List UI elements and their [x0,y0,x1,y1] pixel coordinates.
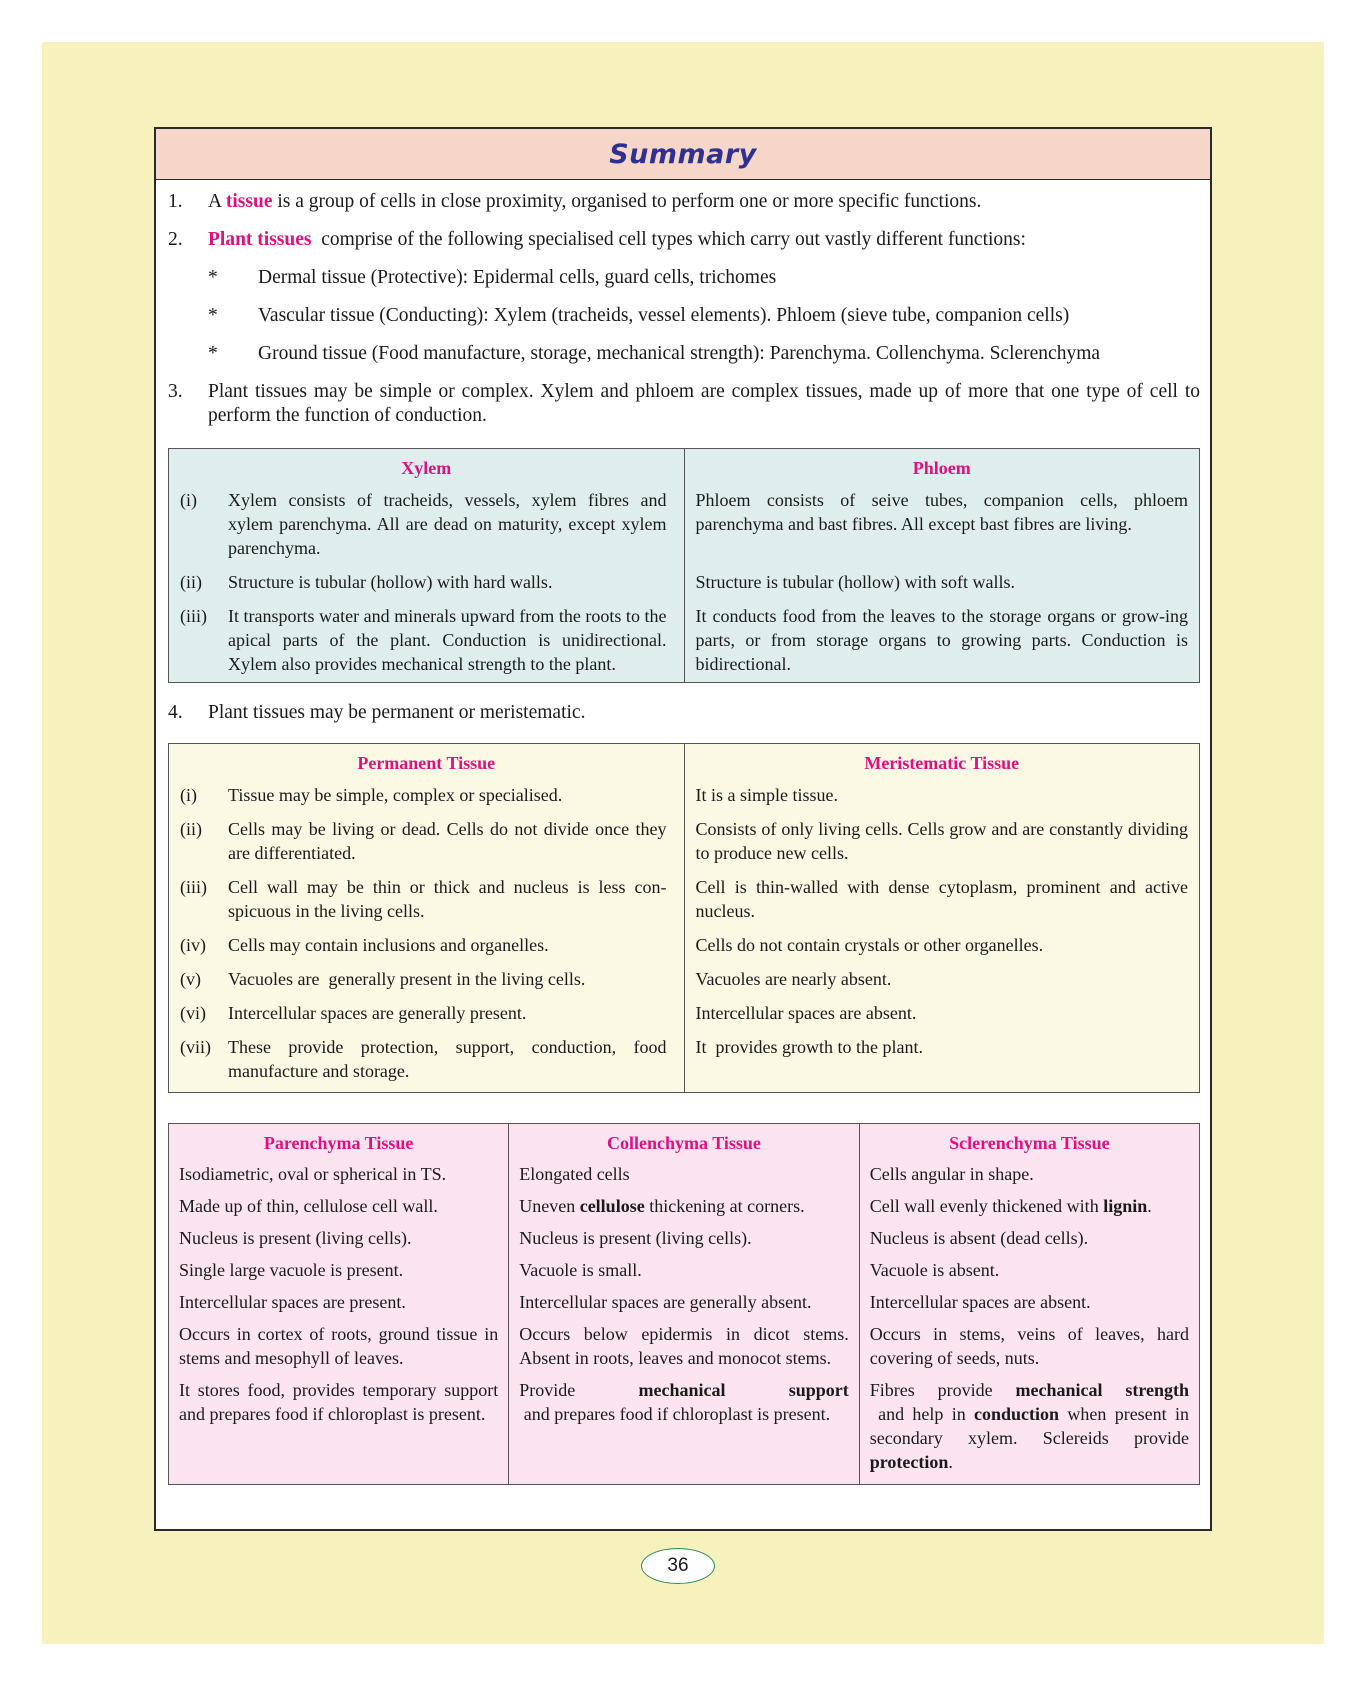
table-row: (ii) Cells may be living or dead. Cells do not divide once they are differentiated. Consists of only living cells. Cells grow and are constantly dividing to produce new cells. [169,813,1200,871]
header-parenchyma: Parenchyma Tissue [169,1124,509,1160]
header-xylem: Xylem [169,449,685,485]
table-row: It stores food, provides temporary support and prepares food if chloroplast is present. Provide mechanical support and prepares food if chloroplast is present. Fibres provide mechanical strength and help in conduction when present in secondary xylem. Sclereids provide protection. [169,1375,1200,1485]
header-sclerenchyma: Sclerenchyma Tissue [949,1133,1110,1153]
table-row: (v) Vacuoles are generally present in the living cells. Vacuoles are nearly absent. [169,963,1200,997]
header-meristematic: Meristematic Tissue [864,753,1020,773]
header-phloem: Phloem [912,458,971,478]
table-row: (ii) Structure is tubular (hollow) with hard walls. Structure is tubular (hollow) with soft walls. [169,566,1200,600]
point-4: 4. Plant tissues may be permanent or meristematic. [168,702,586,723]
header-collenchyma: Collenchyma Tissue [509,1124,860,1160]
table-row: (i) Tissue may be simple, complex or specialised. It is a simple tissue. [169,779,1200,813]
summary-title: Summary [609,138,757,170]
table-row: (vi) Intercellular spaces are generally present. Intercellular spaces are absent. [169,997,1200,1031]
table-row: Single large vacuole is present. Vacuole is small. Vacuole is absent. [169,1255,1200,1287]
summary-header [156,129,1210,180]
header-permanent: Permanent Tissue [169,744,685,780]
table-header-row [169,744,1200,780]
bullet-ground: * Ground tissue (Food manufacture, storage, mechanical strength): Parenchyma. Collenchyma. Sclerenchyma [208,343,1101,364]
summary-box [154,127,1212,1531]
table-row: Made up of thin, cellulose cell wall. Uneven cellulose thickening at corners. Cell wall evenly thickened with lignin. [169,1191,1200,1223]
table-row: Intercellular spaces are present. Intercellular spaces are generally absent. Intercellular spaces are absent. [169,1287,1200,1319]
table-row: (vii) These provide protection, support, conduction, food manufacture and storage. It provides growth to the plant. [169,1031,1200,1093]
table-header-row [169,1124,1200,1160]
table-row: (i) Xylem consists of tracheids, vessels, xylem fibres and xylem parenchyma. All are dead on maturity, except xylem parenchyma. Phloem consists of seive tubes, companion cells, phloem parenchyma and bast fibres. All except bast fibres are living. [169,484,1200,566]
point-1: 1. A tissue is a group of cells in close proximity, organised to perform one or more specific functions. [168,191,982,212]
ground-tissue-table [168,1123,1200,1485]
table-row: Occurs in cortex of roots, ground tissue in stems and mesophyll of leaves. Occurs below epidermis in dicot stems. Absent in roots, leaves and monocot stems. Occurs in stems, veins of leaves, hard covering of seeds, nuts. [169,1319,1200,1375]
point-3: 3. Plant tissues may be simple or complex. Xylem and phloem are complex tissues, made up of more that one type of cell to perform the function of conduction. [168,381,1200,426]
table-row: (iv) Cells may contain inclusions and organelles. Cells do not contain crystals or other organelles. [169,929,1200,963]
xylem-phloem-table [168,448,1200,683]
summary-content [156,180,1210,1485]
page-number: 36 [641,1548,715,1584]
table-row: Nucleus is present (living cells). Nucleus is present (living cells). Nucleus is absent (dead cells). [169,1223,1200,1255]
table-row: Isodiametric, oval or spherical in TS. Elongated cells Cells angular in shape. [169,1159,1200,1191]
keyword-plant-tissues: Plant tissues [208,229,312,250]
permanent-meristematic-table [168,743,1200,1093]
keyword-tissue: tissue [225,191,273,212]
bullet-vascular: * Vascular tissue (Conducting): Xylem (tracheids, vessel elements). Phloem (sieve tube, companion cells) [208,305,1070,326]
point-2: 2. Plant tissues comprise of the following specialised cell types which carry out vastly different functions: [168,229,1026,250]
bullet-dermal: * Dermal tissue (Protective): Epidermal cells, guard cells, trichomes [208,267,777,288]
table-row: (iii) It transports water and minerals upward from the roots to the apical parts of the plant. Conduction is unidirectional. Xylem also provides mechanical strength to the plant. It conducts food from the leaves to the storage organs or grow-ing parts, or from storage organs to growing parts. Conduction is bidirectional. [169,600,1200,683]
table-row: (iii) Cell wall may be thin or thick and nucleus is less con-spicuous in the living cells. Cell is thin-walled with dense cytoplasm, prominent and active nucleus. [169,871,1200,929]
table-header-row [169,449,1200,485]
